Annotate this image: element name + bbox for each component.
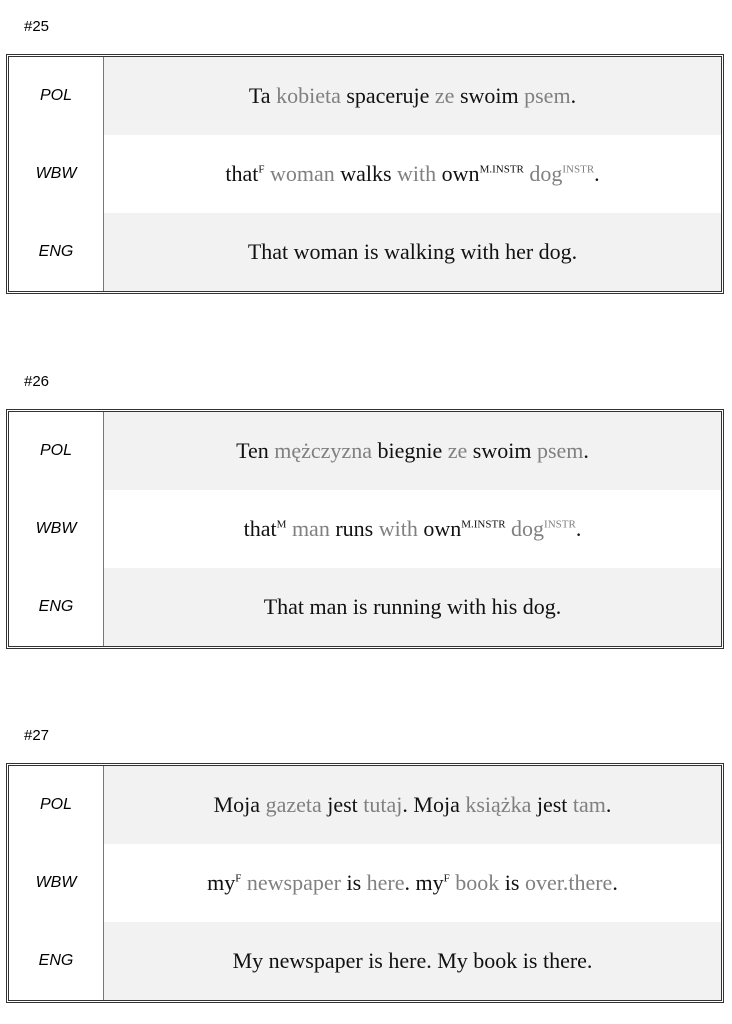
row-sentence <box>104 213 721 291</box>
row-label: WBW <box>9 135 104 213</box>
gloss-row-pol <box>9 766 721 844</box>
word-text: runs <box>329 516 374 541</box>
word-token <box>335 161 392 186</box>
sentence-line <box>207 870 618 896</box>
word-token <box>330 516 373 541</box>
word-text: . <box>612 870 618 895</box>
word-token <box>367 870 405 895</box>
row-sentence <box>104 922 721 1000</box>
example-number: #27 <box>24 727 50 744</box>
word-token <box>286 516 329 541</box>
word-text: dog <box>505 516 545 541</box>
word-token <box>531 792 573 817</box>
sentence-line <box>214 792 612 818</box>
word-text: woman <box>264 161 335 186</box>
word-token <box>418 516 506 541</box>
word-text: man <box>286 516 330 541</box>
word-token <box>241 870 341 895</box>
gloss-row-pol <box>9 412 721 490</box>
row-sentence <box>104 57 721 135</box>
word-text: own <box>417 516 462 541</box>
word-text: . <box>594 161 600 186</box>
word-text: spaceruje <box>340 83 435 108</box>
row-label: POL <box>9 412 104 490</box>
gloss-superscript: F <box>443 872 450 885</box>
sentence-line <box>249 83 576 109</box>
word-token <box>341 870 367 895</box>
gloss-superscript: M.INSTR <box>479 163 524 176</box>
word-text: over.there <box>524 870 613 895</box>
gloss-row-pol <box>9 57 721 135</box>
word-token <box>244 516 287 541</box>
word-token <box>594 161 600 186</box>
word-text: . <box>575 516 582 541</box>
sentence-line <box>248 239 577 265</box>
sentence-line <box>264 594 562 620</box>
word-text: That man is running with his dog. <box>263 594 562 619</box>
gloss-row-wbw <box>9 844 721 922</box>
word-text: kobieta <box>276 83 341 108</box>
gloss-superscript: F <box>235 872 242 885</box>
sentence-line <box>244 516 582 542</box>
word-token <box>537 438 583 463</box>
word-text: jest <box>321 792 364 817</box>
word-token <box>266 792 322 817</box>
word-text: książka <box>465 792 532 817</box>
word-token <box>576 516 582 541</box>
gloss-table <box>6 409 724 649</box>
sentence-line <box>233 948 593 974</box>
word-token <box>506 516 576 541</box>
word-text: with <box>373 516 418 541</box>
gloss-row-wbw <box>9 135 721 213</box>
word-text: tutaj <box>363 792 403 817</box>
gloss-superscript: M <box>276 518 287 531</box>
word-text: walks <box>334 161 392 186</box>
word-text: biegnie <box>371 438 448 463</box>
gloss-row-wbw <box>9 490 721 568</box>
row-sentence <box>104 490 721 568</box>
word-text: Moja <box>213 792 266 817</box>
word-token <box>465 792 531 817</box>
word-token <box>392 161 437 186</box>
gloss-superscript: INSTR <box>544 518 576 531</box>
word-token <box>274 438 372 463</box>
gloss-row-eng <box>9 568 721 646</box>
sentence-line <box>225 161 599 187</box>
word-text: dog <box>523 161 563 186</box>
gloss-superscript: INSTR <box>562 163 595 176</box>
word-token <box>525 870 612 895</box>
word-token <box>573 792 606 817</box>
word-token <box>264 161 334 186</box>
word-text: own <box>436 161 480 186</box>
example-number: #26 <box>24 373 50 390</box>
word-text: . <box>570 83 577 108</box>
word-text: . <box>605 792 612 817</box>
row-label: POL <box>9 766 104 844</box>
word-token <box>207 870 241 895</box>
word-text: My newspaper is here. My book is there. <box>232 948 593 973</box>
word-text: is <box>340 870 367 895</box>
word-token <box>571 83 577 108</box>
word-token <box>450 870 500 895</box>
word-text: ze <box>447 438 468 463</box>
row-label: ENG <box>9 568 104 646</box>
word-text: mężczyzna <box>274 438 372 463</box>
row-sentence <box>104 568 721 646</box>
word-token <box>402 792 465 817</box>
word-text: . my <box>404 870 444 895</box>
word-text: jest <box>531 792 573 817</box>
word-token <box>448 438 468 463</box>
sentence-line <box>236 438 589 464</box>
row-label: ENG <box>9 922 104 1000</box>
word-text: my <box>207 870 236 895</box>
gloss-table <box>6 54 724 294</box>
word-token <box>373 516 418 541</box>
word-text: . <box>583 438 589 463</box>
word-token <box>372 438 448 463</box>
word-token <box>276 83 341 108</box>
word-token <box>583 438 589 463</box>
word-token <box>249 83 271 108</box>
word-token <box>264 594 562 619</box>
word-token <box>467 438 537 463</box>
word-token <box>236 438 274 463</box>
word-token <box>341 83 435 108</box>
word-text: ze <box>434 83 455 108</box>
word-text: That woman is walking with her dog. <box>247 239 578 264</box>
word-text: with <box>391 161 437 186</box>
word-token <box>248 239 577 264</box>
word-text: is <box>499 870 525 895</box>
row-label: ENG <box>9 213 104 291</box>
gloss-table <box>6 763 724 1003</box>
word-token <box>606 792 612 817</box>
word-text: Ta <box>248 83 271 108</box>
word-text: that <box>243 516 277 541</box>
word-text: . Moja <box>402 792 466 817</box>
word-token <box>435 83 455 108</box>
row-sentence <box>104 844 721 922</box>
word-token <box>612 870 618 895</box>
word-token <box>233 948 593 973</box>
gloss-row-eng <box>9 213 721 291</box>
word-token <box>436 161 524 186</box>
word-text: here <box>366 870 405 895</box>
gloss-superscript: M.INSTR <box>461 518 506 531</box>
row-label: WBW <box>9 490 104 568</box>
example-number: #25 <box>24 18 50 35</box>
word-token <box>214 792 266 817</box>
gloss-superscript: F <box>258 163 265 176</box>
row-sentence <box>104 412 721 490</box>
word-text: psem <box>524 83 571 108</box>
row-label: POL <box>9 57 104 135</box>
word-token <box>524 83 570 108</box>
word-token <box>499 870 525 895</box>
word-token <box>454 83 524 108</box>
word-text: gazeta <box>265 792 322 817</box>
word-text: newspaper <box>241 870 341 895</box>
word-text: swoim <box>454 83 525 108</box>
word-token <box>405 870 450 895</box>
word-token <box>363 792 402 817</box>
word-token <box>322 792 364 817</box>
word-text: book <box>449 870 500 895</box>
word-text: swoim <box>467 438 537 463</box>
word-token <box>225 161 264 186</box>
word-text: tam <box>572 792 606 817</box>
word-text: psem <box>536 438 584 463</box>
row-sentence <box>104 766 721 844</box>
row-label: WBW <box>9 844 104 922</box>
row-sentence <box>104 135 721 213</box>
word-text: that <box>225 161 259 186</box>
word-token <box>524 161 594 186</box>
word-text: Ten <box>236 438 275 463</box>
gloss-row-eng <box>9 922 721 1000</box>
